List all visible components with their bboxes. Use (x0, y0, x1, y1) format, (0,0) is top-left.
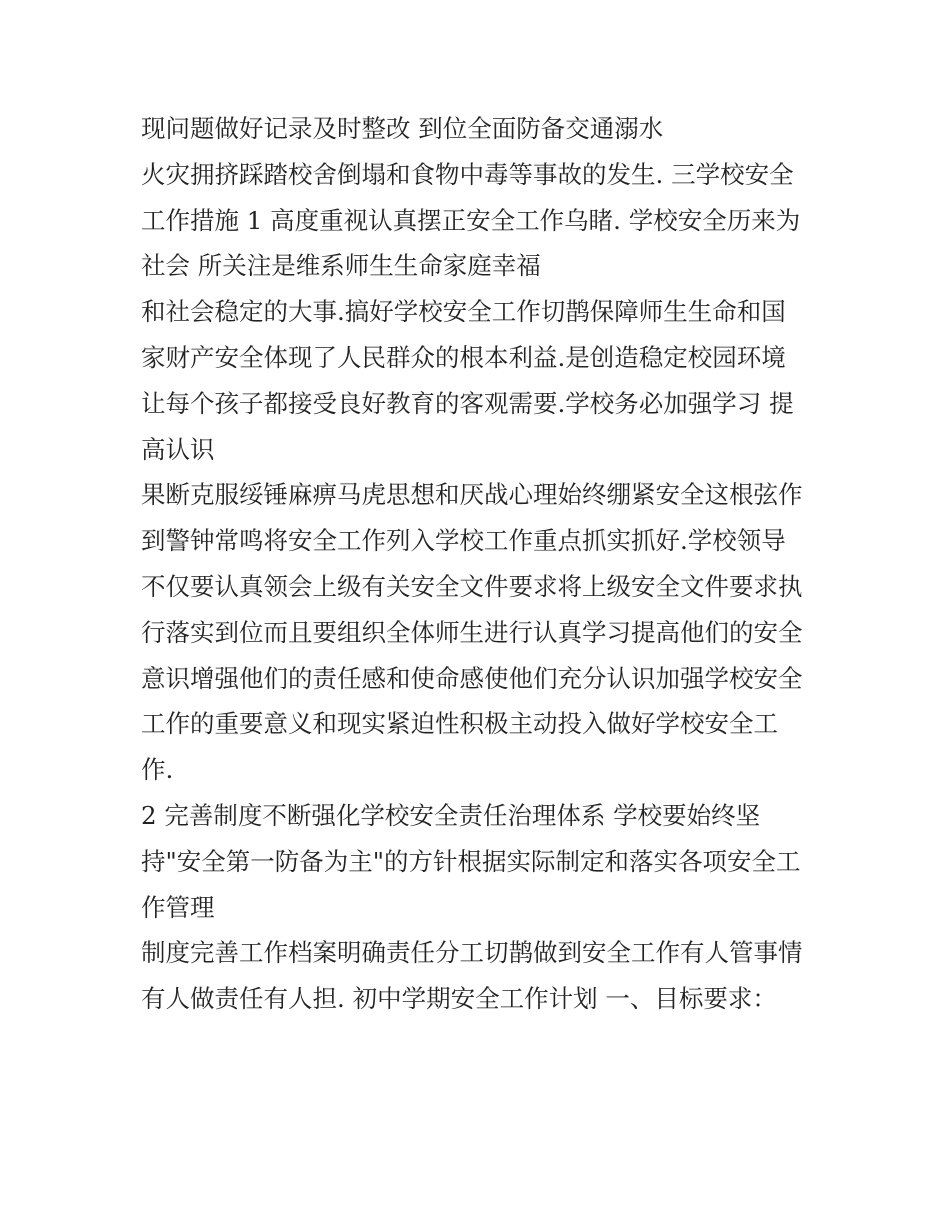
text-line: 社会 所关注是维系师生生命家庭幸福 (141, 251, 541, 281)
text-line: 火灾拥挤踩踏校舍倒塌和食物中毒等事故的发生. 三学校安全 (141, 159, 794, 189)
text-line: 不仅要认真领会上级有关安全文件要求将上级安全文件要求执 (141, 571, 803, 601)
text-line: 让每个孩子都接受良好教育的客观需要.学校务必加强学习 提 (141, 388, 794, 418)
text-line: 果断克服绥锤麻痹马虎思想和厌战心理始终绷紧安全这根弦作 (141, 480, 803, 510)
text-line: 有人做责任有人担. 初中学期安全工作计划 一、目标要求： (141, 984, 777, 1014)
text-line: 工作的重要意义和现实紧迫性积极主动投入做好学校安全工 (141, 709, 778, 739)
body-text (141, 110, 821, 1026)
text-line: 作. (141, 755, 174, 785)
text-line: 作管理 (141, 892, 215, 922)
text-line: 现问题做好记录及时整改 到位全面防备交通溺水 (141, 114, 664, 143)
text-line: 和社会稳定的大事.搞好学校安全工作切鹊保障师生生命和国 (141, 297, 786, 327)
text-line: 意识增强他们的责任感和使命感使他们充分认识加强学校安全 (141, 663, 803, 693)
text-line: 家财产安全体现了人民群众的根本利益.是创造稳定校园环境 (141, 342, 786, 372)
text-line: 工作措施 1 高度重视认真摆正安全工作乌睹. 学校安全历来为 (141, 205, 801, 235)
text-line: 高认识 (141, 434, 215, 464)
text-line: 制度完善工作档案明确责任分工切鹊做到安全工作有人管事情 (141, 938, 803, 968)
text-line: 行落实到位而且要组织全体师生进行认真学习提高他们的安全 (141, 617, 803, 647)
text-line: 到警钟常鸣将安全工作列入学校工作重点抓实抓好.学校领导 (141, 526, 786, 556)
text-line: 持"安全第一防备为主"的方针根据实际制定和落实各项安全工 (141, 846, 801, 876)
text-line: 2 完善制度不断强化学校安全责任治理体系 学校要始终坚 (141, 800, 761, 830)
